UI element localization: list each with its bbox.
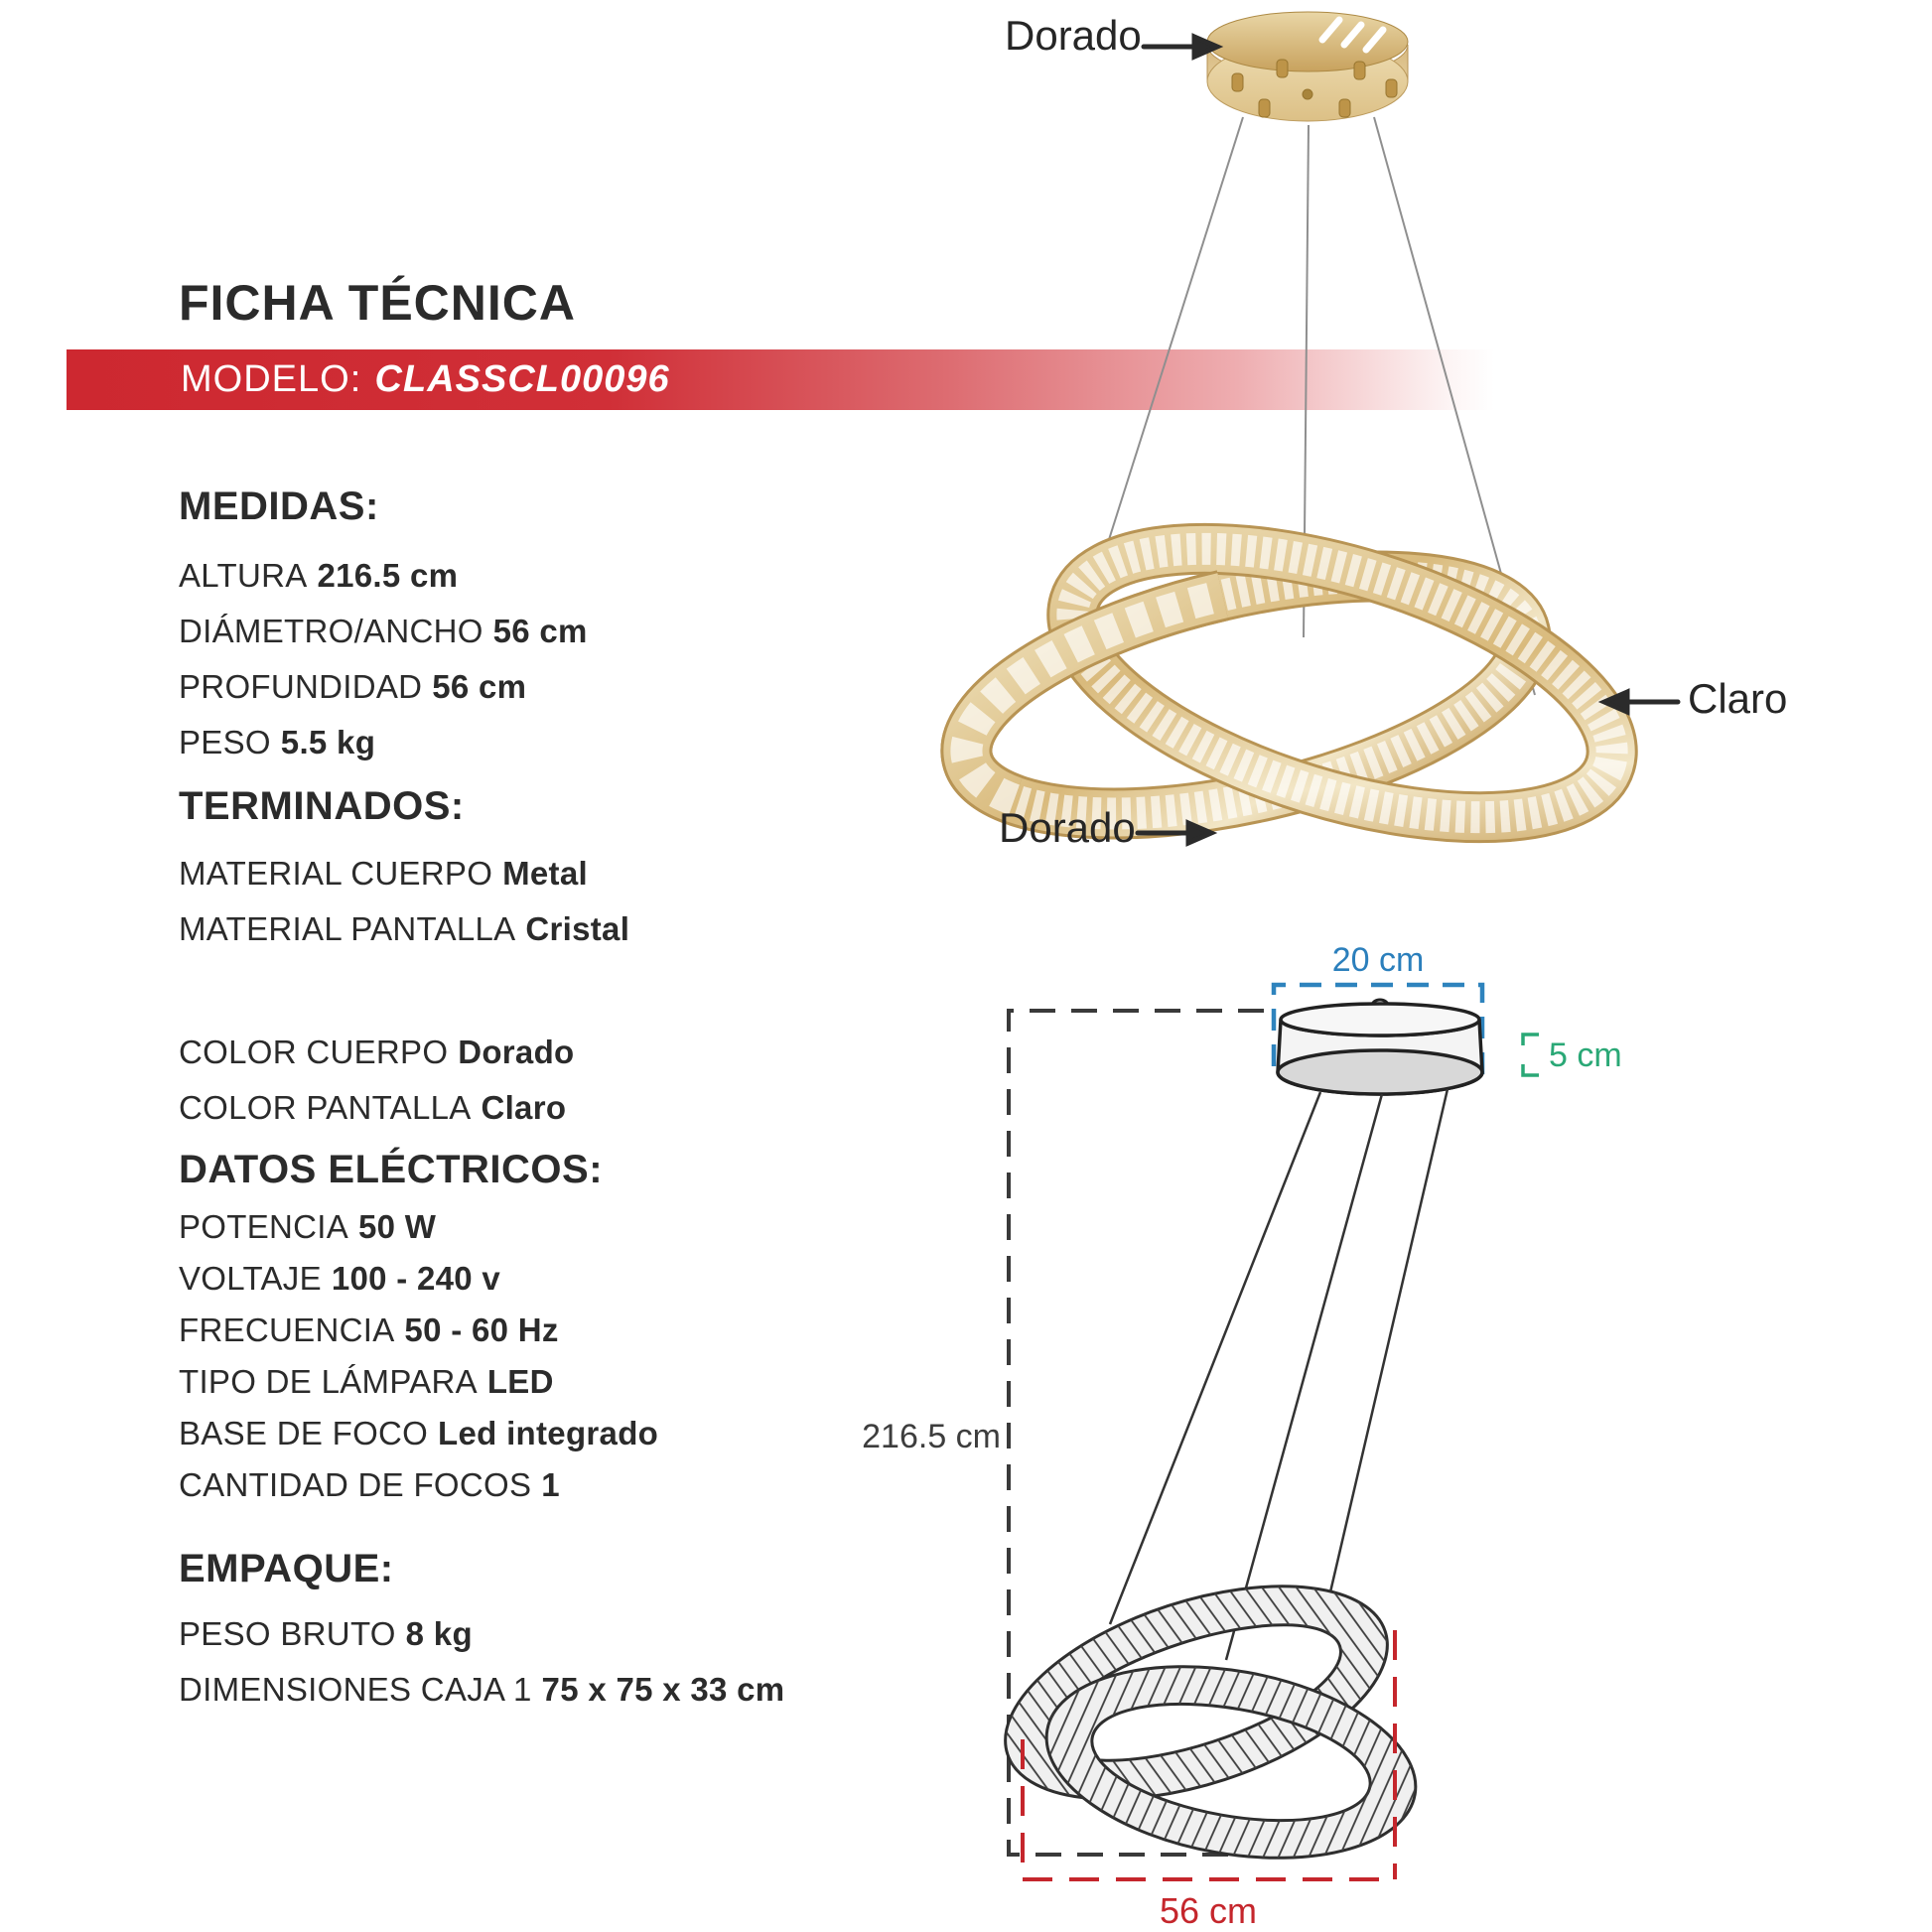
spec-row: CANTIDAD DE FOCOS 1 xyxy=(179,1466,560,1503)
spec-row: MATERIAL PANTALLA Cristal xyxy=(179,910,630,947)
spec-row: COLOR CUERPO Dorado xyxy=(179,1034,575,1070)
callout-ring-color: Dorado xyxy=(999,804,1136,851)
section-heading-empaque: EMPAQUE: xyxy=(179,1547,394,1590)
section-heading-terminados: TERMINADOS: xyxy=(179,784,465,828)
section-heading-medidas: MEDIDAS: xyxy=(179,484,379,528)
spec-row: COLOR PANTALLA Claro xyxy=(179,1089,567,1126)
section-datos-rows xyxy=(179,1201,658,1511)
spec-row: TIPO DE LÁMPARA LED xyxy=(179,1363,554,1400)
diagram-wires xyxy=(1110,1089,1448,1660)
section-heading-datos-electricos: DATOS ELÉCTRICOS: xyxy=(179,1148,604,1191)
canopy-drawing xyxy=(1278,1000,1482,1094)
callout-shade-color: Claro xyxy=(1688,675,1788,722)
dimension-canopy-width: 20 cm xyxy=(1331,941,1425,979)
spec-row: FRECUENCIA 50 - 60 Hz xyxy=(179,1311,559,1348)
section-terminados-color-rows xyxy=(179,1025,575,1136)
spec-row: MATERIAL CUERPO Metal xyxy=(179,855,588,892)
dimension-canopy-height: 5 cm xyxy=(1549,1036,1622,1074)
rings-drawing xyxy=(979,1545,1431,1885)
dimension-diagram xyxy=(979,985,1539,1884)
spec-row: DIÁMETRO/ANCHO 56 cm xyxy=(179,613,588,649)
spec-row: DIMENSIONES CAJA 1 75 x 75 x 33 cm xyxy=(179,1671,785,1708)
spec-row: POTENCIA 50 W xyxy=(179,1208,437,1245)
dimension-diameter: 56 cm xyxy=(1159,1890,1258,1931)
canopy-height-bracket xyxy=(1523,1035,1539,1075)
canopy-photo xyxy=(1207,12,1408,121)
section-medidas-rows xyxy=(179,548,588,770)
arrow-left-icon xyxy=(1604,692,1678,712)
model-label: MODELO: xyxy=(181,358,362,400)
model-value: CLASSCL00096 xyxy=(374,358,670,400)
spec-row: VOLTAJE 100 - 240 v xyxy=(179,1260,501,1297)
arrow-right-icon xyxy=(1144,37,1217,57)
spec-row: PESO 5.5 kg xyxy=(179,724,376,760)
section-terminados-material-rows xyxy=(179,846,629,957)
spec-row: PESO BRUTO 8 kg xyxy=(179,1615,473,1652)
page-title: FICHA TÉCNICA xyxy=(179,275,577,331)
product-photo xyxy=(944,12,1678,872)
callout-canopy-color: Dorado xyxy=(1005,12,1142,59)
spec-row: BASE DE FOCO Led integrado xyxy=(179,1415,659,1451)
dimension-total-height: 216.5 cm xyxy=(862,1418,1001,1455)
spec-row: ALTURA 216.5 cm xyxy=(179,557,459,594)
section-empaque-rows xyxy=(179,1606,784,1718)
spec-row: PROFUNDIDAD 56 cm xyxy=(179,668,527,705)
